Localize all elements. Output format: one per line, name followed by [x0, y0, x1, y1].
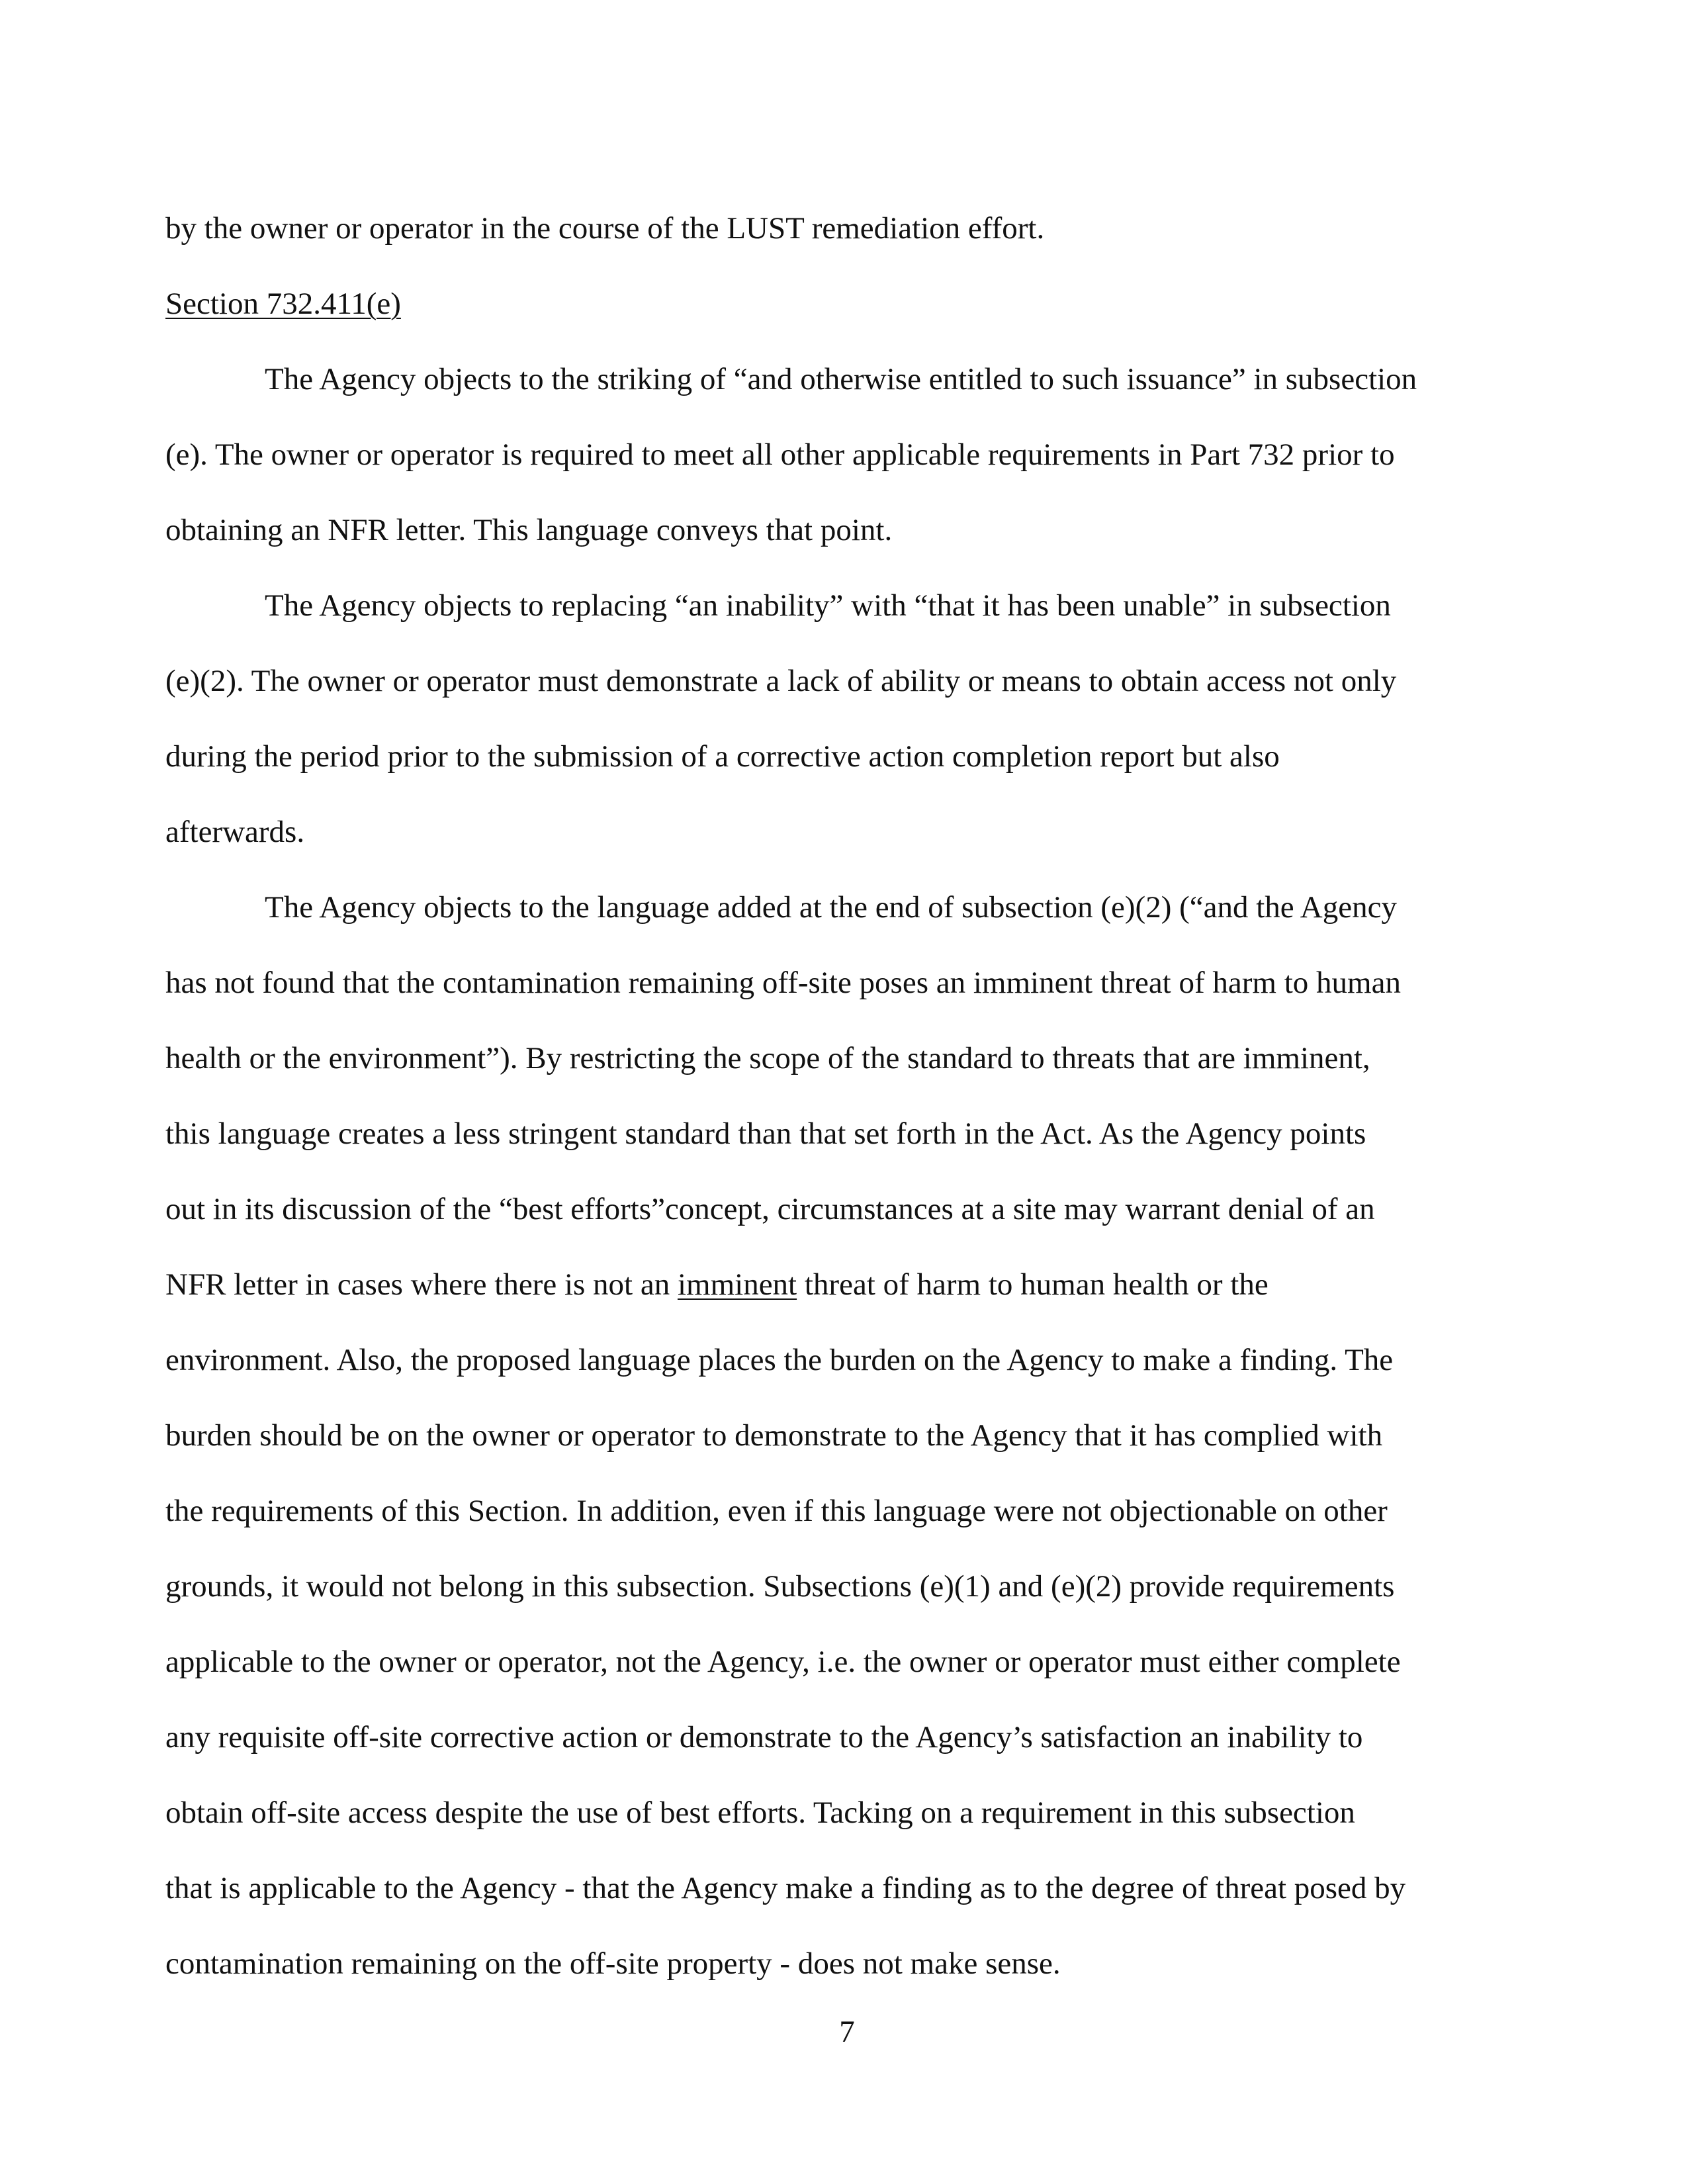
text-line: obtaining an NFR letter. This language conveys that point.	[165, 513, 893, 547]
text-line: The Agency objects to the language added at the end of subsection (e)(2) (“and the Agency	[265, 890, 1397, 925]
text-line: by the owner or operator in the course of the LUST remediation effort.	[165, 211, 1045, 246]
text-line: (e). The owner or operator is required to meet all other applicable requirements in Part 732 prior to	[165, 437, 1395, 472]
text-line-with-emphasis	[165, 1247, 1489, 1322]
text-line: has not found that the contamination remaining off-site poses an imminent threat of harm to human	[165, 966, 1401, 1000]
text-line: (e)(2). The owner or operator must demonstrate a lack of ability or means to obtain access not only	[165, 664, 1397, 698]
text-line: environment. Also, the proposed language places the burden on the Agency to make a finding. The	[165, 1343, 1394, 1377]
text-line: that is applicable to the Agency - that the Agency make a finding as to the degree of threat posed by	[165, 1871, 1406, 1905]
text-line: any requisite off-site corrective action or demonstrate to the Agency’s satisfaction an inability to	[165, 1720, 1363, 1754]
emphasized-word: imminent	[677, 1267, 797, 1302]
text-line: health or the environment”). By restricting the scope of the standard to threats that are imminent,	[165, 1041, 1370, 1075]
text-line: afterwards.	[165, 815, 305, 849]
text-fragment: NFR letter in cases where there is not an	[165, 1267, 678, 1302]
text-line: contamination remaining on the off-site property - does not make sense.	[165, 1946, 1061, 1981]
text-line: The Agency objects to the striking of “and otherwise entitled to such issuance” in subsection	[265, 362, 1417, 396]
text-line: the requirements of this Section. In addition, even if this language were not objectionable on other	[165, 1494, 1388, 1528]
text-line: burden should be on the owner or operator to demonstrate to the Agency that it has complied with	[165, 1418, 1383, 1453]
page-number: 7	[839, 2015, 855, 2049]
text-line: applicable to the owner or operator, not the Agency, i.e. the owner or operator must either complete	[165, 1645, 1401, 1679]
text-line: obtain off-site access despite the use of best efforts. Tacking on a requirement in this subsection	[165, 1796, 1355, 1830]
section-heading: Section 732.411(e)	[165, 287, 401, 321]
text-line: grounds, it would not belong in this subsection. Subsections (e)(1) and (e)(2) provide requirements	[165, 1569, 1395, 1604]
text-line: this language creates a less stringent standard than that set forth in the Act. As the Agency points	[165, 1116, 1366, 1151]
text-fragment: threat of harm to human health or the	[797, 1267, 1269, 1302]
text-line: out in its discussion of the “best efforts”concept, circumstances at a site may warrant denial of an	[165, 1192, 1375, 1226]
body-text	[165, 191, 1489, 2001]
text-line: The Agency objects to replacing “an inability” with “that it has been unable” in subsection	[265, 588, 1391, 623]
text-line: during the period prior to the submission of a corrective action completion report but also	[165, 739, 1280, 774]
